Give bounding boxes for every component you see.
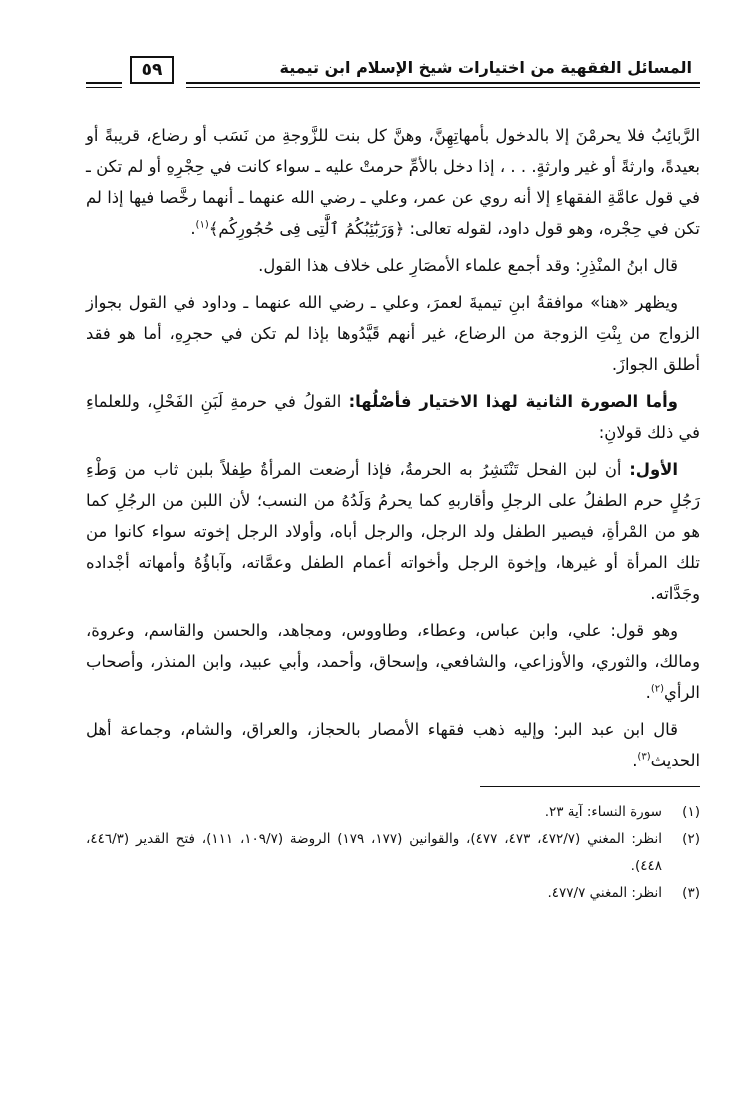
paragraph-text: قال ابن عبد البر: وإليه ذهب فقهاء الأمصار بالحجاز، والعراق، والشام، وجماعة أهل الحديث [86, 720, 700, 770]
footnote [86, 826, 700, 880]
footnote-rule [480, 786, 700, 787]
footnotes [86, 799, 700, 907]
footnote-ref: (٢) [650, 683, 665, 695]
paragraph-text: القولُ في حرمةِ لَبَنِ الفَحْلِ، وللعلماءِ في ذلك قولانِ: [86, 392, 700, 442]
paragraph-text: وهو قول: علي، وابن عباس، وعطاء، وطاووس، ومجاهد، والحسن والقاسم، وعروة، ومالك، والثوري، والأوزاعي، والشافعي، وإسحاق، وأحمد، وأبي عبيد، وابن المنذر، وأصحاب الرأي [86, 621, 700, 702]
footnote-text: سورة النساء: آية ٢٣. [544, 804, 662, 820]
paragraph-end: . [645, 683, 651, 702]
page-number: ٥٩ [130, 56, 174, 84]
paragraph [86, 454, 700, 609]
paragraph [86, 714, 700, 776]
paragraph-text: ويظهر «هنا» موافقةُ ابنِ تيميةَ لعمرَ، وعلي ـ رضي الله عنهما ـ وداود في القول بجواز الزواج من بِنْتِ الزوجة من الرضاع، غير أنهم قَيَّدُوها بإذا لم تكن في حجرِهِ، أما هو فقد أطلق الجوازَ. [86, 293, 700, 374]
running-title: المسائل الفقهية من اختيارات شيخ الإسلام ابن تيمية [279, 58, 692, 77]
header-rule-left-thin [86, 87, 122, 88]
header-rule-thin [186, 87, 700, 88]
header-rule [186, 82, 700, 84]
paragraph-end: . [190, 219, 196, 238]
footnote-text: انظر: المغني (٤٧٢/٧، ٤٧٣، ٤٧٧)، والقوانين (١٧٧، ١٧٩) الروضة (١٠٩/٧، ١١١)، فتح القدير (٤٤٦/٣، ٤٤٨). [86, 831, 662, 874]
paragraph [86, 250, 700, 281]
footnote [86, 799, 700, 826]
footnote-number: (٢) [682, 831, 700, 847]
paragraph [86, 287, 700, 380]
header-rule-left [86, 82, 122, 84]
paragraph-text: قال ابنُ المنْذِرِ: وقد أجمع علماء الأمصَارِ على خلاف هذا القول. [258, 256, 678, 275]
paragraph-text: الرَّبائِبُ فلا يحرمْنَ إلا بالدخول بأمهاتِهِنَّ، وهنَّ كل بنت للزَّوجةِ من نَسَب أو رضاع، قريبةً أو بعيدةً، وارثةً أو غير وارثةٍ. . . ، إذا دخل بالأمِّ حرمتْ عليه ـ سواء كانت في حِجْرِهِ أو لم تكن ـ في قول عامَّةِ الفقهاءِ إلا أنه روي عن عمر، وعلي ـ رضي الله عنهما ـ أنهما رخَّصا فيها إذا لم تكن في حِجْره، وهو قول داود، لقوله تعالى: ﴿وَرَبَٰٓئِبُكُمُ ٱلَّٰتِى فِى حُجُورِكُم﴾ [86, 126, 700, 238]
footnote-ref: (٣) [637, 751, 651, 763]
footnote-number: (٣) [682, 885, 700, 901]
paragraph [86, 386, 700, 448]
paragraph [86, 120, 700, 244]
section-lead: وأما الصورة الثانية لهذا الاختيار فأصْلُها: [348, 392, 678, 411]
paragraph-text: أن لبن الفحل تَنْتَشِرُ به الحرمةُ، فإذا أرضعت المرأةُ طِفلاً بلبن ثاب من وَطْءِ رَجُلٍ حرم الطفلُ على الرجلِ وأقاربهِ كما يحرمُ وَلَدُهُ من النسب؛ لأن اللبن من الرجُلِ كما هو من المْرأةِ، فيصير الطفل ولد الرجل، والرجل أباه، وأولاد الرجل إخوته سواء كانوا من تلك المرأة أو غيرها، وإخوة الرجل وأخواته أعمام الطفل وعمَّاته، وآباؤُهُ وأمهاته أجْداده وجَدَّاته. [86, 460, 700, 603]
footnote [86, 880, 700, 907]
page [86, 52, 700, 1062]
page-header [86, 52, 700, 96]
section-lead: الأول: [629, 460, 678, 479]
footnote-number: (١) [682, 804, 700, 820]
main-text [86, 120, 700, 776]
paragraph-end: . [632, 751, 638, 770]
paragraph [86, 615, 700, 708]
footnote-ref: (١) [195, 219, 209, 231]
footnote-text: انظر: المغني ٤٧٧/٧. [547, 885, 662, 901]
